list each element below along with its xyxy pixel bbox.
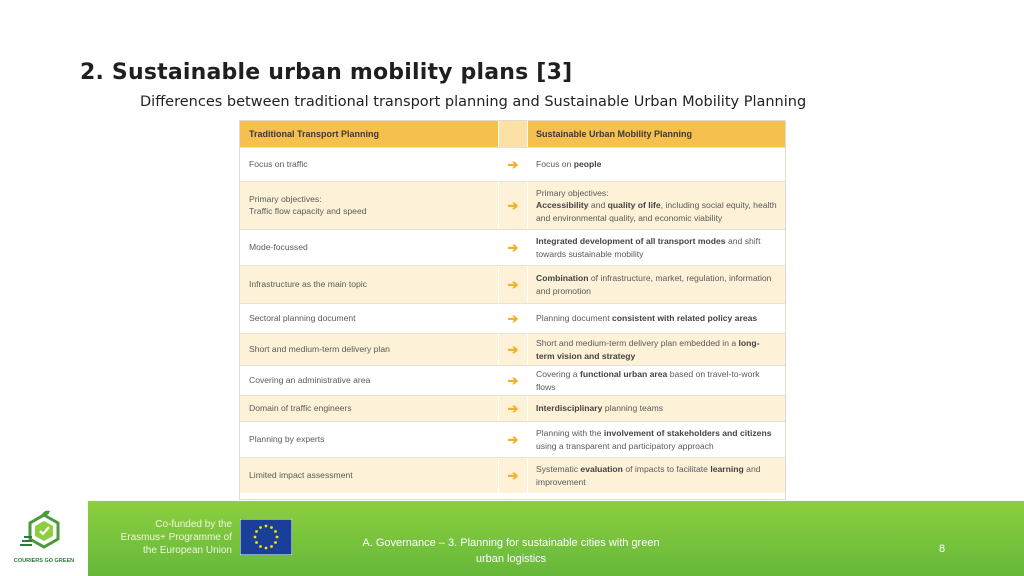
eu-star <box>254 536 257 539</box>
cell-text: and improvement <box>536 464 761 487</box>
logo-text: COURIERS GO GREEN <box>13 558 75 564</box>
arrow-cell <box>498 148 528 181</box>
eu-star <box>255 530 258 533</box>
traditional-cell: Planning by experts <box>240 422 498 457</box>
arrow-right-icon: ➔ <box>507 467 519 483</box>
table-row <box>240 457 785 493</box>
cell-text: Planning document <box>536 313 612 324</box>
header-sump: Sustainable Urban Mobility Planning <box>528 121 785 147</box>
couriers-go-green-logo <box>0 501 88 576</box>
cell-text: planning teams <box>602 403 664 414</box>
eu-star <box>265 547 268 550</box>
arrow-right-icon: ➔ <box>507 156 519 172</box>
cell-text: and <box>588 200 608 211</box>
traditional-cell: Domain of traffic engineers <box>240 396 498 421</box>
cell-text: and shift towards sustainable mobility <box>536 236 761 259</box>
sump-cell <box>528 458 785 493</box>
sump-cell <box>528 396 785 421</box>
emphasis-text: Integrated development of all transport modes <box>536 236 726 247</box>
eu-star <box>274 541 277 544</box>
cell-text: of infrastructure, market, regulation, information and promotion <box>536 273 772 296</box>
footer-section-title: A. Governance – 3. Planning for sustainable cities with green urban logistics <box>362 537 660 565</box>
emphasis-text: learning <box>710 464 744 475</box>
arrow-right-icon: ➔ <box>507 197 519 213</box>
cell-text: Focus on <box>536 159 574 170</box>
emphasis-text: Combination <box>536 273 589 284</box>
table-row <box>240 265 785 303</box>
arrow-cell <box>498 366 528 395</box>
traditional-cell: Primary objectives: Traffic flow capacity and speed <box>240 182 498 229</box>
cofunded-text: Co-funded by the Erasmus+ Programme of the European Union <box>120 519 232 556</box>
arrow-right-icon: ➔ <box>507 372 519 388</box>
comparison-table <box>239 120 786 500</box>
cell-text: , including social equity, health and environmental quality, and economic viability <box>536 200 777 223</box>
cell-text: Primary objectives: <box>536 188 609 199</box>
traditional-cell: Infrastructure as the main topic <box>240 266 498 303</box>
emphasis-text: involvement of stakeholders and citizens <box>603 428 772 439</box>
arrow-cell <box>498 458 528 493</box>
sump-cell <box>528 304 785 333</box>
table-row <box>240 181 785 229</box>
eu-star <box>255 541 258 544</box>
emphasis-text: Accessibility <box>536 200 589 211</box>
traditional-cell: Covering an administrative area <box>240 366 498 395</box>
arrow-cell <box>498 334 528 365</box>
arrow-cell <box>498 304 528 333</box>
table-row <box>240 395 785 421</box>
page-number: 8 <box>938 543 946 555</box>
cell-text: of impacts to facilitate <box>622 464 711 475</box>
slide-subtitle: Differences between traditional transport planning and Sustainable Urban Mobility Planning <box>140 94 807 110</box>
arrow-cell <box>498 396 528 421</box>
arrow-right-icon: ➔ <box>507 431 519 447</box>
eu-star <box>270 545 273 548</box>
sump-cell <box>528 148 785 181</box>
table-header <box>240 121 785 147</box>
eu-star <box>274 530 277 533</box>
header-spacer <box>498 121 528 147</box>
table-row <box>240 421 785 457</box>
traditional-cell: Short and medium-term delivery plan <box>240 334 498 365</box>
emphasis-text: functional urban area <box>579 369 668 380</box>
sump-cell <box>528 422 785 457</box>
traditional-cell: Sectoral planning document <box>240 304 498 333</box>
arrow-right-icon: ➔ <box>507 400 519 416</box>
eu-star <box>276 536 279 539</box>
table-row <box>240 147 785 181</box>
cell-text: using a transparent and participatory approach <box>536 440 714 451</box>
traditional-cell: Mode-focussed <box>240 230 498 265</box>
emphasis-text: Interdisciplinary <box>536 403 603 414</box>
traditional-cell: Focus on traffic <box>240 148 498 181</box>
sump-cell <box>528 266 785 303</box>
arrow-cell <box>498 266 528 303</box>
arrow-cell <box>498 182 528 229</box>
header-traditional: Traditional Transport Planning <box>240 121 498 147</box>
cell-text: Planning with the <box>536 428 604 439</box>
slide-title: 2. Sustainable urban mobility plans [3] <box>80 60 573 85</box>
logo-icon <box>0 501 88 561</box>
traditional-cell: Limited impact assessment <box>240 458 498 493</box>
eu-flag-icon <box>240 519 292 555</box>
cell-text: Covering a <box>536 369 580 380</box>
arrow-right-icon: ➔ <box>507 341 519 357</box>
arrow-right-icon: ➔ <box>507 310 519 326</box>
arrow-cell <box>498 422 528 457</box>
cell-text: Systematic <box>536 464 581 475</box>
arrow-right-icon: ➔ <box>507 239 519 255</box>
arrow-right-icon: ➔ <box>507 276 519 292</box>
eu-star <box>259 526 262 529</box>
cell-text: Short and medium-term delivery plan embedded in a <box>536 338 739 349</box>
table-row <box>240 303 785 333</box>
sump-cell <box>528 230 785 265</box>
table-row <box>240 333 785 365</box>
table-row <box>240 365 785 395</box>
table-row <box>240 229 785 265</box>
sump-cell <box>528 334 785 365</box>
emphasis-text: people <box>573 159 602 170</box>
eu-star <box>265 525 268 528</box>
sump-cell <box>528 366 785 395</box>
emphasis-text: long-term vision and strategy <box>536 338 760 361</box>
emphasis-text: consistent with related policy areas <box>611 313 758 324</box>
sump-cell <box>528 182 785 229</box>
cell-text: based on travel-to-work flows <box>536 369 760 392</box>
emphasis-text: evaluation <box>580 464 623 475</box>
emphasis-text: quality of life <box>607 200 661 211</box>
arrow-cell <box>498 230 528 265</box>
eu-star <box>259 545 262 548</box>
eu-star <box>270 526 273 529</box>
